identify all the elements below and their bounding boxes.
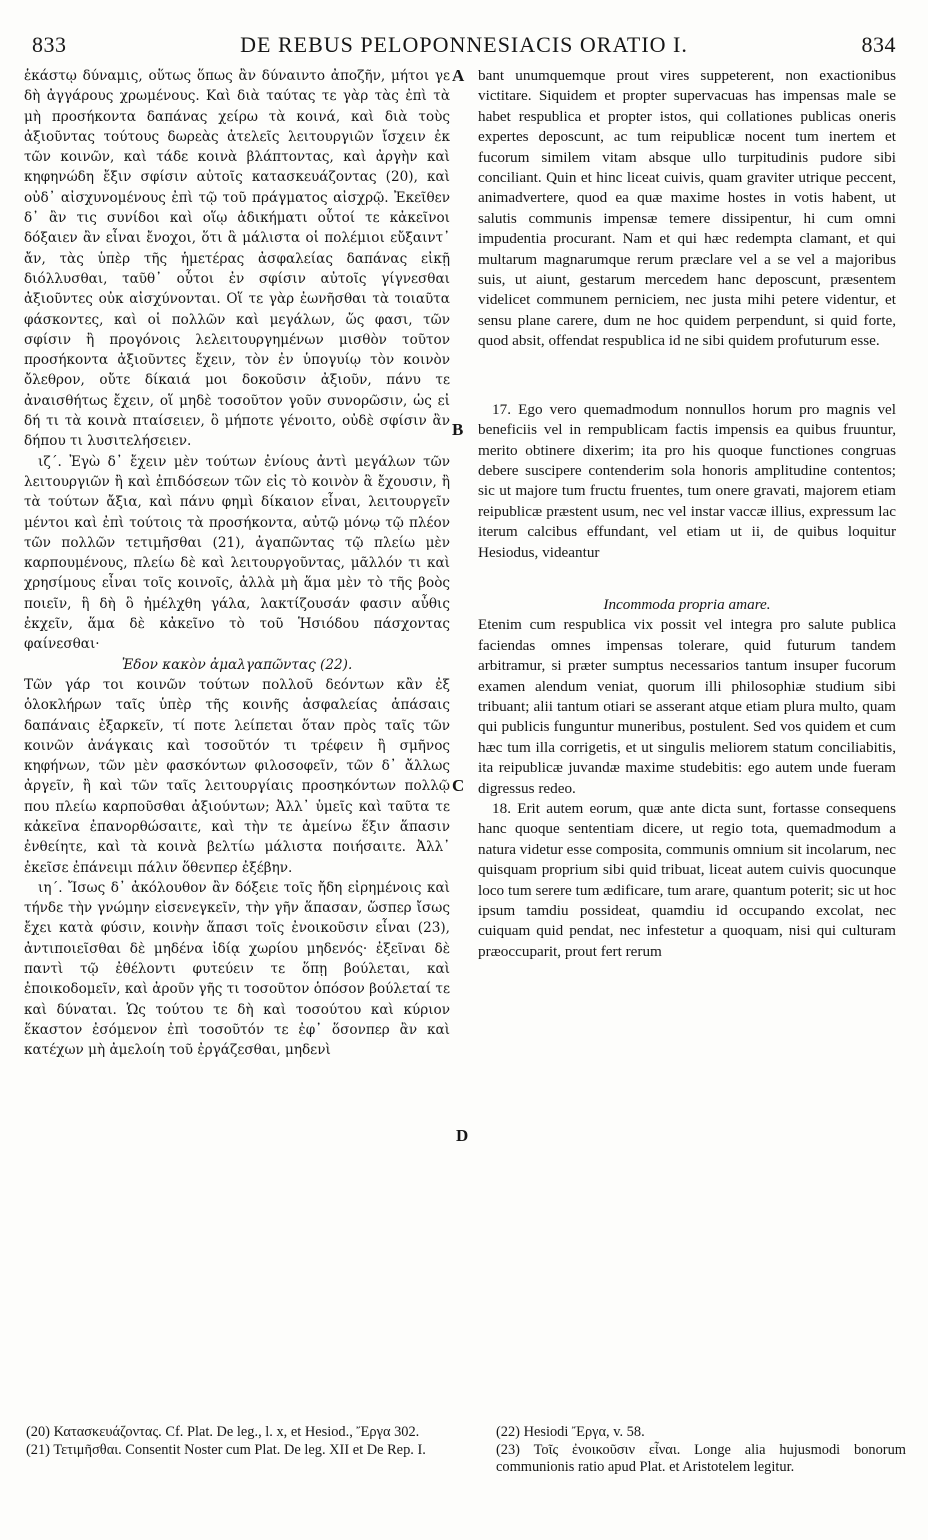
greek-verse-quote: Ἐδον κακὸν ἀμαλγαπῶντας (22). <box>121 656 353 673</box>
latin-paragraph: 18. Erit autem eorum, quæ ante dicta sunt, fortasse consequens hanc quoque sententiam dicere, ut regio tota, quemadmodum a natura videtur esse composita, communis omnium sit incolarum, nec quisquam proprium sibi quid tribuat, liceat autem cuivis quocunque loco tum serere tum ædificare, tum arare, quantum poterit; sic ut hoc ipsum tamdiu possideat, quamdiu id occupando excolat, nec cuiquam quid pendat, nec infestetur a quoquam, nisi qui culturam præoccuparit, prout fert rerum <box>478 800 896 960</box>
running-title: DE REBUS PELOPONNESIACIS ORATIO I. <box>240 32 688 57</box>
footnotes-right <box>496 1424 906 1477</box>
latin-column <box>478 66 896 962</box>
margin-letter-b: B <box>452 420 464 439</box>
margin-letter-a: A <box>452 66 465 85</box>
latin-paragraph: Etenim cum respublica vix possit vel integra pro salute publica faciendas omnes impensas tolerare, quid futurum tandem arbitramur, si præter sumptus necessarios tantum insuper fucorum examen alendum veniat, quorum illi philosophiæ studium sibi tribuant; alii tantum otiari se asserant atque etiam plura multo, quam qui publicis funguntur muneribus, postulent. Sed vos quidem et cum hæc tum illa corrigetis, et ut singulis meliorem statum conciliabitis, ita reipublicæ juvandæ maxime studebitis: ego autem unde fueram digressus redeo. <box>478 616 896 797</box>
greek-paragraph: ιη΄. Ἴσως δ᾽ ἀκόλουθον ἂν δόξειε τοῖς ἤδη εἰρημένοις καὶ τήνδε τὴν γνώμην εἰσενεγκεῖν, τὴν γῆν ἅπασαν, ὥσπερ ἴσως ἔχει κατὰ φύσιν, κοινὴν ἅπασι τοῖς ἐνοικοῦσιν εἶναι (23), ἀντιποιεῖσθαι δὲ μηδένα ἰδίᾳ χωρίου μηδενός· ἐξεῖναι δὲ παντὶ τῷ ἐθέλοντι φυτεύειν τε ὅπῃ βούλεται, καὶ ἐποικοδομεῖν, καὶ ἀροῦν γῆς τι τοσοῦτον ὁπόσον βούλεταί τε καὶ δύναται. Ὡς τούτου τε δὴ καὶ τοσούτου καὶ κύριον ἕκαστον ἐσόμενον ἐπὶ τοσοῦτόν τε ἐφ᾽ ὅσονπερ ἂν καὶ κατέχων μὴ ἀμελοίη τοῦ ἐργάζεσθαι, μηδενὶ <box>24 879 450 1059</box>
footnote: (21) Τετιμῆσθαι. Consentit Noster cum Plat. De leg. XII et De Rep. I. <box>26 1442 426 1458</box>
greek-paragraph: ἑκάστῳ δύναμις, οὕτως ὅπως ἂν δύναιντο ἀποζῆν, μήτοι γε δὴ ἀγγάρους χρωμένους. Καὶ διὰ ταύτας τε γὰρ τὰς ἐπὶ τὰ μὴ προσήκοντα δαπάνας χείρω τὰ κοινά, καὶ διὰ τοὺς ἀξιοῦντας τούτους δωρεὰς ἀτελεῖς λειτουργιῶν ἴσχειν ἐκ τῶν κοινῶν, καὶ τάδε κοινὰ βλάπτοντας, καὶ ἀργὴν καὶ κηφηνώδη ἔξιν σφίσιν αὐτοῖς κατασκευάζοντας (20), καὶ οὐδ᾽ αἰσχυνομένους ἐπὶ τῷ τοῦ πράγματος αἰσχρῷ. Ἐκεῖθεν δ᾽ ἂν τις συνίδοι καὶ οἵῳ ἀδικήματι οὗτοί τε κἀκεῖνοι δόξαιεν ἂν εἶναι ἔνοχοι, ὅτι ἃ μάλιστα οἱ πολέμιοι εὔξαιντ᾽ ἄν, τὰς ὑπὲρ τῆς ἡμετέρας ἀσφαλείας δαπάνας εἰκῇ διόλλυσθαι, ταῦθ᾽ οὗτοι ἐν σφίσιν αὐτοῖς γίγνεσθαι ἀξιοῦντες οὐκ αἰσχύνονται. Οἵ τε γὰρ ἐωνῆσθαι τὰ τοιαῦτα φάσκοντες, καὶ οἱ πολλῶν καὶ μεγάλων, ὥς φασι, τῶν σφίσιν ἢ προγόνοις λελειτουργημένων μισθὸν τοῦτον προσήκοντα ἀξιοῦντες ἔχειν, τὸν ἐν ὑπογυίῳ τὸν κοινὸν ὄλεθρον, οὔτε δίκαιά μοι δοκοῦσιν ἀξιοῦν, πάνυ τε ἀναισθήτως ἔχειν, οἵ μηδὲ τοσοῦτον γοῦν συνορῶσιν, ὡς εἰ δή τι τὰ κοινὰ πταίσειεν, ὃ μήποτε γένοιτο, οὐδὲ σφίσιν ἂν δήπου τι λυσιτελήσειεν. <box>24 68 450 450</box>
footnotes-left <box>26 1424 456 1460</box>
footnote: (22) Hesiodi Ἔργα, v. 58. <box>496 1424 645 1440</box>
footnote: (20) Κατασκευάζοντας. Cf. Plat. De leg., l. x, et Hesiod., Ἔργα 302. <box>26 1424 420 1440</box>
footnote: (23) Τοῖς ἐνοικοῦσιν εἶναι. Longe alia hujusmodi bonorum communionis ratio apud Plat. et Aristotelem legitur. <box>496 1442 906 1475</box>
greek-paragraph: ιζ΄. Ἐγὼ δ᾽ ἔχειν μὲν τούτων ἐνίους ἀντὶ μεγάλων τῶν λειτουργιῶν ἢ καὶ ἐπιδόσεων τῶν εἰς τὸ κοινὸν ἃ ἔχουσιν, ἢ τὰ τούτων ἄξια, καὶ πάνυ φημὶ δίκαιον εἶναι, λειτουργεῖν μέντοι καὶ ἐπὶ τούτοις τὰ προσήκοντα, αὐτῷ μόνῳ τῷ πλέον τῶν πολλῶν τετιμῆσθαι (21), ἀγαπῶντας τῷ πλείω μὲν καρπουμένους, πλείω δὲ καὶ λειτουργοῦντας, μᾶλλόν τι καὶ χρησίμους εἶναι τοῖς κοινοῖς, ἀλλὰ μὴ ἅμα μὲν τὸ τῆς βοὸς ποιεῖν, ἣ δὴ ὃ ἠμέλχθη γάλα, λακτίζουσάν φασιν αὖθις ἐκχεῖν, ἅμα δὲ κἀκεῖνο τὸ τοῦ Ἡσιόδου πάσχοντας φαίνεσθαι· <box>24 453 450 653</box>
latin-section-heading: Incommoda propria amare. <box>603 595 771 613</box>
margin-letter-c: C <box>452 776 465 795</box>
page-number-right: 834 <box>861 32 896 57</box>
latin-paragraph: bant unumquemque prout vires suppeterent, non exactionibus victitare. Siquidem et propter supervacuas has impensas male se habet respublica et propter istos, qui collationes publicas oneris expertes deposcunt, ac tum reipublicæ nocent tum inertem et fucorum similem vitam absque ullo turpitudinis pudore sibi conciliant. Quin et hinc liceat cuivis, quam graviter utrique peccent, animadvertere, quod ea quæ maxime hostes in votis habent, ut salutis communis impensæ temere dissipentur, hi cum omni impudentia procurant. Nam et qui hæc redempta clamant, et qui multarum magnarumque rerum præclare vel a se vel a majoribus suis, ut aiunt, gestarum mercedem hanc deposcunt, præsentem videlicet communem perniciem, nec justa mihi petere videntur, et sensu plane carere, dum ne hoc quidem perpendunt, si quid forte, quod absit, offendat respublica id ne sibi quidem profuturum esse. <box>478 67 896 350</box>
greek-paragraph: Τῶν γάρ τοι κοινῶν τούτων πολλοῦ δεόντων κἂν ἐξ ὁλοκλήρων ταῖς ὑπὲρ τῆς κοινῆς ἀσφαλείας ἁπάσαις δαπάναις ἐξαρκεῖν, τί ποτε λείπεται ὅταν πρὸς ταῖς τῶν κοινῶν ἀνάγκαις καὶ τοσοῦτόν τι τρέφειν ἢ σμῆνος κηφήνων, τῶν μὲν φασκόντων φιλοσοφεῖν, τῶν δ᾽ ἄλλως ἀργεῖν, ἢ καὶ τῶν ταῖς λειτουργίαις προσηκόντων πολλῷ που πλείω καρποῦσθαι ἀξιούντων; Ἀλλ᾽ ὑμεῖς καὶ ταῦτα τε κἀκεῖνα ἐπανορθώσαιτε, καὶ τὴν τε ἀμείνω ἕξιν ἅπασιν ἐνθείητε, καὶ τὰ κοινὰ βελτίω μάλιστα ποιήσαιτε. Ἀλλ᾽ ἐκεῖσε ἐπάνειμι πάλιν ὅθενπερ ἐξέβην. <box>24 676 450 876</box>
page-header <box>30 32 898 62</box>
margin-letter-d: D <box>456 1126 469 1145</box>
greek-column <box>24 66 450 1061</box>
latin-paragraph: 17. Ego vero quemadmodum nonnullos horum pro magnis vel beneficiis vel in rempublicam factis impensis ea quibus fruuntur, merito obtinere dixerim; ita pro his quoque functiones congruas debere suscipere contenderim sola honoris amplitudine contentos; sic ut majore tum fructu fruentes, tum onere gravati, majorem etiam reipublicæ præstent usum, nec vel instar vaccæ illius, expressum lac iterum calcibus effundant, vel etiam ut ii, de quibus loquitur Hesiodus, videantur <box>478 400 896 561</box>
page-number-left: 833 <box>32 32 67 57</box>
